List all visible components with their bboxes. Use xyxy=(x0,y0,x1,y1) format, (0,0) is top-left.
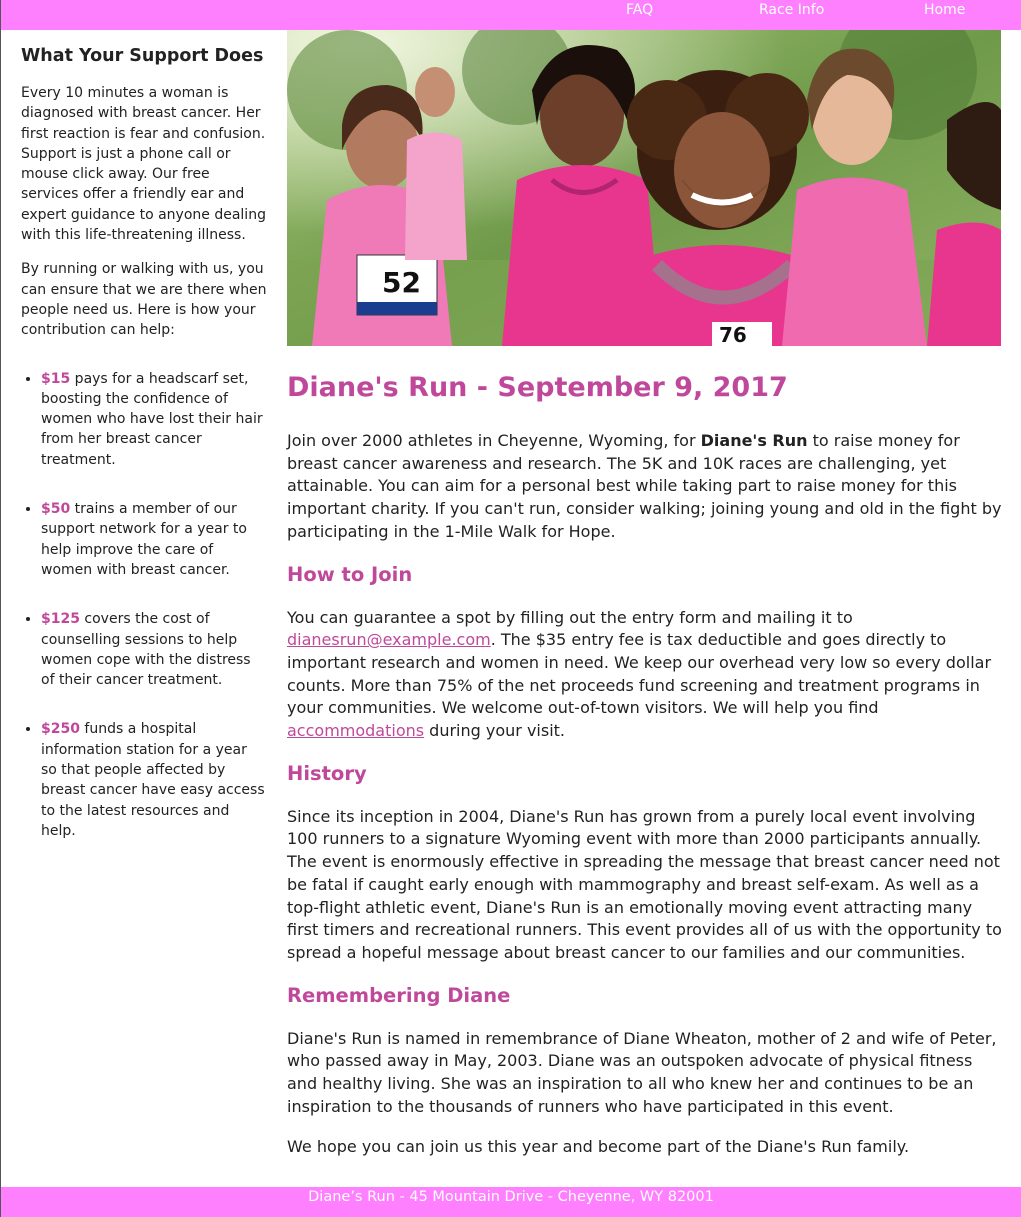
page-title: Diane's Run - September 9, 2017 xyxy=(287,372,788,403)
donation-item xyxy=(41,719,267,841)
donation-amount: $15 xyxy=(41,370,71,387)
donation-item xyxy=(41,609,267,690)
closing-paragraph: We hope you can join us this year and become part of the Diane's Run family. xyxy=(287,1137,910,1157)
donation-amount: $50 xyxy=(41,501,71,518)
remembering-paragraph: Diane's Run is named in remembrance of Diane Wheaton, mother of 2 and wife of Peter, who passed away in May, 2003. Diane was an outspoken advocate of physical fitness and healthy living. She was an inspiration to all who knew her and continues to be an inspiration to the thousands of runners who have participated in this event. xyxy=(287,1028,997,1116)
section-heading-how-to-join: How to Join xyxy=(287,562,413,586)
section-heading-history: History xyxy=(287,761,367,785)
donation-text: pays for a headscarf set, boosting the confidence of women who have lost their hair from her breast cancer treatment. xyxy=(41,370,263,468)
sidebar-intro-1: Every 10 minutes a woman is diagnosed with breast cancer. Her first reaction is fear and confusion. Support is just a phone call or mouse click away. Our free services offer a friendly ear and expert guidance to anyone dealing with this life-threatening illness. xyxy=(21,85,266,244)
donation-item xyxy=(41,499,267,580)
join-text: You can guarantee a spot by filling out the entry form and mailing it to xyxy=(287,607,853,627)
join-paragraph xyxy=(287,607,1003,743)
main-content xyxy=(287,366,1003,1177)
nav-link-home[interactable]: Home xyxy=(924,2,966,18)
intro-text: Join over 2000 athletes in Cheyenne, Wyoming, for xyxy=(287,431,701,450)
donation-text: trains a member of our support network for a year to help improve the care of women with breast cancer. xyxy=(41,501,247,578)
runner-bib-number: 52 xyxy=(382,266,421,299)
donation-text: funds a hospital information station for a year so that people affected by breast cancer have easy access to the latest resources and help. xyxy=(41,721,265,839)
join-text: . The $35 entry fee is tax deductible and goes directly to important research and women in need. We keep our overhead very low so every dollar counts. More than 75% of the net proceeds fund screening and treatment programs in your communities. We welcome out-of-town visitors. We will help you find xyxy=(287,630,992,718)
donation-text: covers the cost of counselling sessions to help women cope with the distress of their cancer treatment. xyxy=(41,611,251,689)
runners-photo xyxy=(287,30,1001,346)
intro-paragraph xyxy=(287,430,1003,544)
email-link[interactable]: dianesrun@example.com xyxy=(287,630,491,650)
hero-image xyxy=(287,30,1001,346)
sidebar-intro-2: By running or walking with us, you can ensure that we are there when people need us. Here is how your contribution can help: xyxy=(21,261,267,339)
history-paragraph: Since its inception in 2004, Diane's Run has grown from a purely local event involving 100 runners to a signature Wyoming event with more than 2000 participants annually. The event is enormously effective in spreading the message that breast cancer need not be fatal if caught early enough with mammography and breast self-exam. As well as a top-flight athletic event, Diane's Run is an emotionally moving event attracting many first timers and recreational runners. This event provides all of us with the opportunity to spread a hopeful message about breast cancer to our families and our communities. xyxy=(287,806,1002,962)
join-text: during your visit. xyxy=(424,721,565,741)
donation-amount: $125 xyxy=(41,611,80,628)
donation-item xyxy=(41,369,267,470)
section-heading-remembering-diane: Remembering Diane xyxy=(287,983,511,1007)
footer xyxy=(1,1187,1021,1217)
intro-text: to raise money for breast cancer awareness and research. The 5K and 10K races are challenging, yet attainable. You can aim for a personal best while taking part to raise money for this important charity. If you can't run, consider walking; joining young and old in the fight by participating in the 1-Mile Walk for Hope. xyxy=(287,431,1002,541)
donation-amount: $250 xyxy=(41,721,80,738)
nav-link-race-info[interactable]: Race Info xyxy=(759,2,825,18)
sidebar-heading: What Your Support Does xyxy=(21,46,264,66)
nav-link-faq[interactable]: FAQ xyxy=(626,2,654,18)
event-name: Diane's Run xyxy=(700,431,808,450)
top-nav xyxy=(1,0,1021,30)
accommodations-link[interactable]: accommodations xyxy=(287,721,425,741)
donation-list xyxy=(21,369,267,842)
footer-address: Diane’s Run - 45 Mountain Drive - Cheyenne, WY 82001 xyxy=(308,1189,714,1205)
runner-bib-number: 76 xyxy=(719,323,747,346)
sidebar xyxy=(21,44,267,870)
